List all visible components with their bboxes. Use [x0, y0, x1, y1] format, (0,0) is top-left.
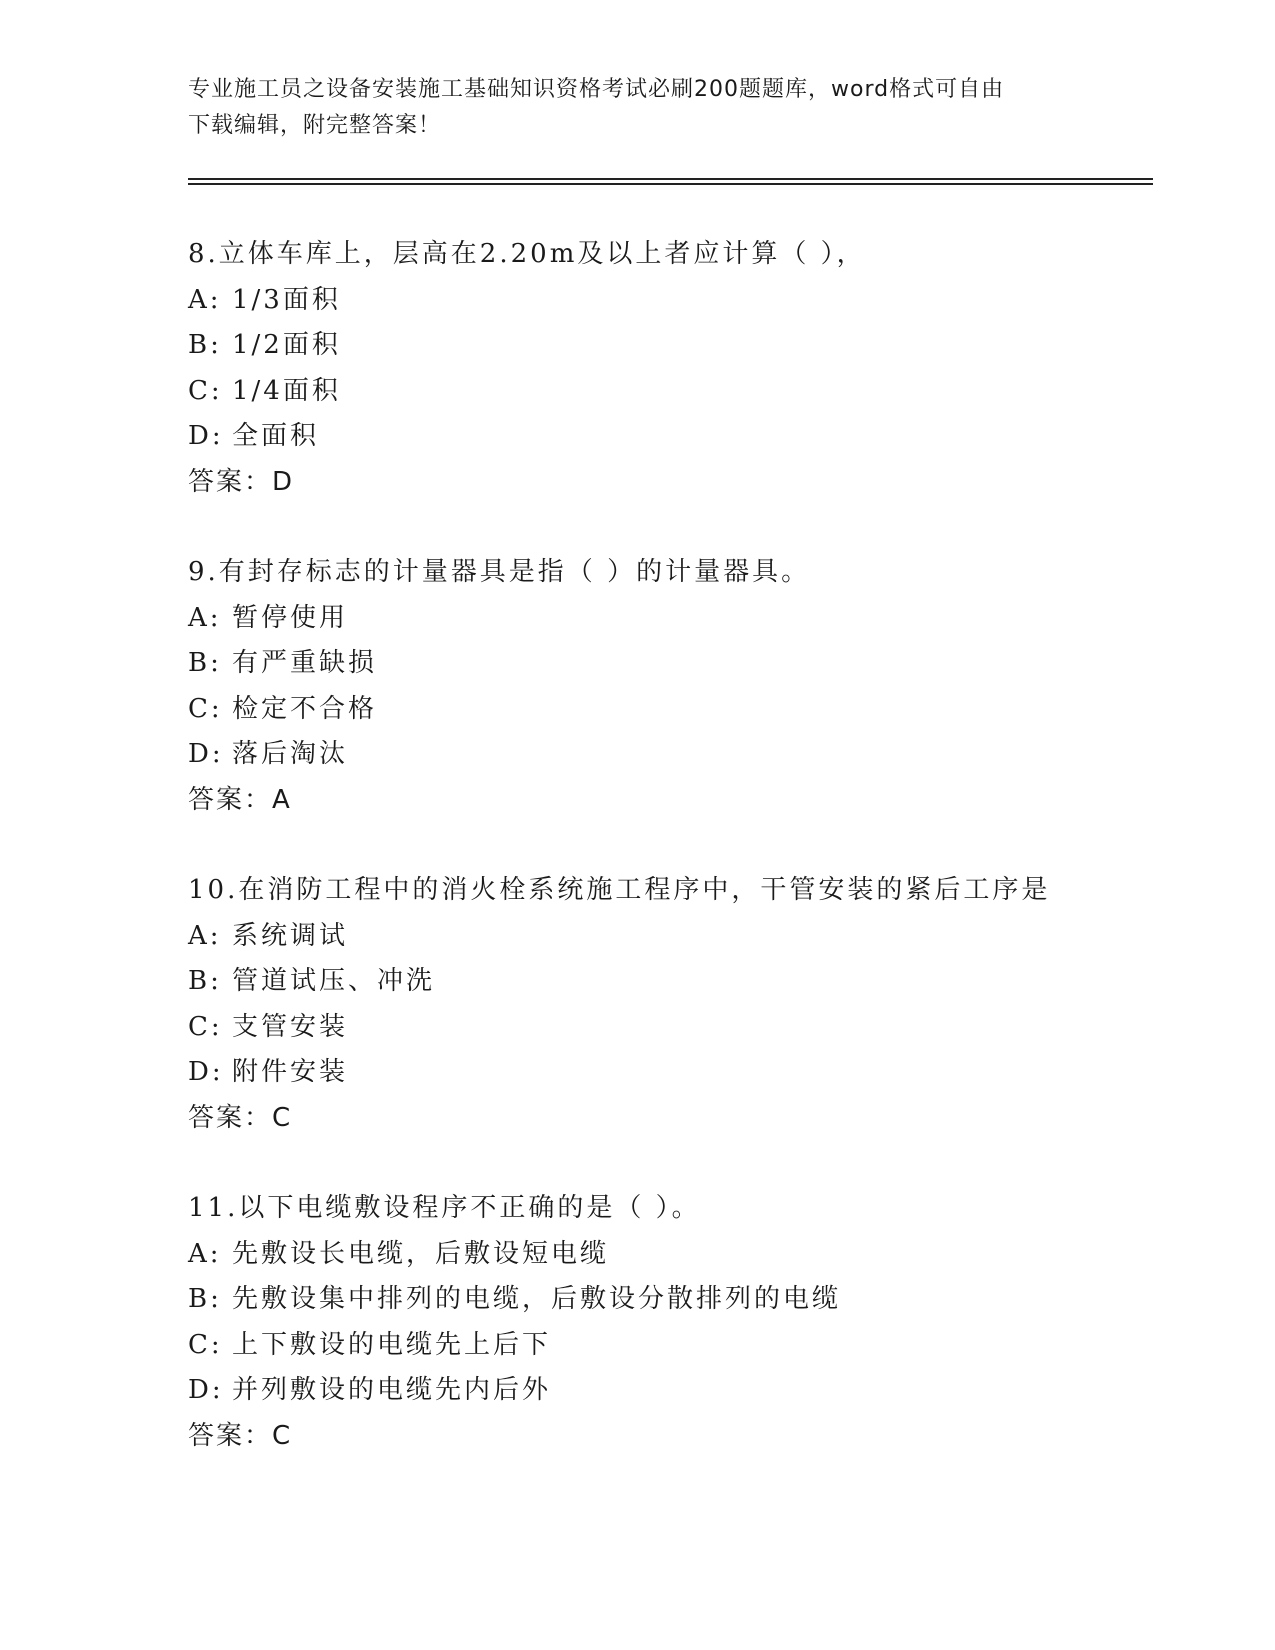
option-key: C:	[188, 693, 223, 724]
question-stem: 10.在消防工程中的消火栓系统施工程序中，干管安装的紧后工序是	[188, 875, 1051, 905]
header-line-1: 专业施工员之设备安装施工基础知识资格考试必刷200题题库，word格式可自由	[188, 77, 1005, 102]
option-key: B:	[188, 330, 222, 360]
option-d	[188, 1368, 1148, 1414]
option-c	[188, 1323, 1148, 1369]
option-text: 1/3面积	[232, 284, 341, 315]
option-key: A:	[188, 1238, 222, 1269]
option-c	[188, 1005, 1148, 1051]
option-text: 先敷设集中排列的电缆，后敷设分散排列的电缆	[232, 1284, 842, 1314]
option-key: C:	[188, 1011, 223, 1042]
option-text: 系统调试	[232, 920, 349, 951]
option-key: D:	[188, 1057, 224, 1087]
option-b	[188, 323, 1148, 369]
option-a	[188, 1232, 1148, 1278]
question-stem: 11.以下电缆敷设程序不正确的是（ ）。	[188, 1193, 701, 1223]
option-d	[188, 414, 1148, 460]
option-text: 暂停使用	[232, 602, 349, 633]
option-key: D:	[188, 1375, 224, 1405]
option-key: B:	[188, 648, 222, 678]
option-text: 管道试压、冲洗	[232, 966, 436, 996]
option-text: 支管安装	[232, 1011, 349, 1042]
option-a	[188, 278, 1148, 324]
option-text: 先敷设长电缆，后敷设短电缆	[232, 1238, 610, 1269]
option-d	[188, 1050, 1148, 1096]
option-key: A:	[188, 284, 222, 315]
option-b	[188, 1277, 1148, 1323]
option-text: 1/4面积	[232, 375, 341, 406]
option-text: 上下敷设的电缆先上后下	[232, 1329, 552, 1360]
answer-line: 答案：C	[188, 1102, 293, 1133]
option-text: 1/2面积	[232, 330, 341, 360]
document-header	[188, 72, 1088, 144]
option-text: 并列敷设的电缆先内后外	[232, 1375, 552, 1405]
answer-line: 答案：D	[188, 466, 295, 497]
option-key: A:	[188, 602, 222, 633]
option-key: D:	[188, 739, 224, 769]
option-text: 全面积	[232, 421, 320, 451]
option-text: 有严重缺损	[232, 648, 378, 678]
question-stem: 8.立体车库上，层高在2.20m及以上者应计算（ ），	[188, 239, 866, 269]
question-stem: 9.有封存标志的计量器具是指（ ）的计量器具。	[188, 557, 811, 587]
option-c	[188, 687, 1148, 733]
option-key: C:	[188, 375, 223, 406]
option-a	[188, 596, 1148, 642]
option-key: C:	[188, 1329, 223, 1360]
option-text: 落后淘汰	[232, 739, 349, 769]
option-key: D:	[188, 421, 224, 451]
option-key: A:	[188, 920, 222, 951]
option-d	[188, 732, 1148, 778]
option-text: 附件安装	[232, 1057, 349, 1087]
header-line-2: 下载编辑，附完整答案！	[188, 113, 442, 138]
option-key: B:	[188, 966, 222, 996]
question-block	[188, 550, 1148, 823]
option-c	[188, 369, 1148, 415]
question-block	[188, 868, 1148, 1141]
question-block	[188, 1186, 1148, 1459]
answer-line: 答案：C	[188, 1420, 293, 1451]
header-divider-bottom	[188, 183, 1153, 185]
option-a	[188, 914, 1148, 960]
header-divider-top	[188, 178, 1153, 180]
option-key: B:	[188, 1284, 222, 1314]
option-b	[188, 959, 1148, 1005]
option-b	[188, 641, 1148, 687]
option-text: 检定不合格	[232, 693, 378, 724]
question-block	[188, 232, 1148, 505]
answer-line: 答案：A	[188, 784, 292, 815]
